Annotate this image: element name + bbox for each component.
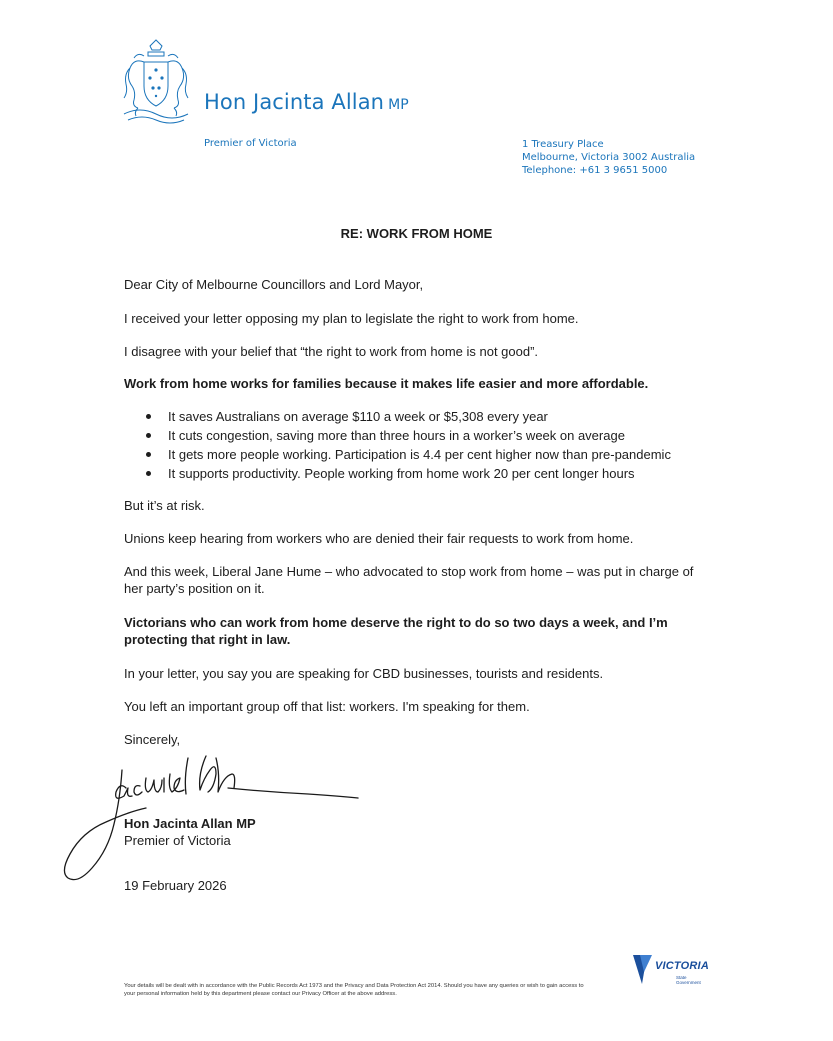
paragraph-9: You left an important group off that list: workers. I'm speaking for them. (124, 699, 530, 714)
letter-date: 19 February 2026 (124, 878, 227, 893)
sender-name (204, 90, 409, 114)
telephone: Telephone: +61 3 9651 5000 (522, 165, 668, 176)
benefits-list (146, 407, 671, 483)
paragraph-3-bold: Work from home works for families because it makes life easier and more affordable. (124, 376, 649, 391)
address-line-1: 1 Treasury Place (522, 139, 604, 150)
paragraph-4: But it’s at risk. (124, 498, 205, 513)
paragraph-8: In your letter, you say you are speaking for CBD businesses, tourists and residents. (124, 666, 604, 681)
logo-subtitle: State Government (676, 975, 701, 985)
sender-title: Premier of Victoria (204, 138, 297, 149)
address-line-2: Melbourne, Victoria 3002 Australia (522, 152, 696, 163)
letter-subject: RE: WORK FROM HOME (340, 226, 493, 241)
victoria-coat-of-arms-icon (120, 38, 192, 124)
list-item: It gets more people working. Participation is 4.4 per cent higher now than pre-pandemic (146, 445, 671, 464)
paragraph-2: I disagree with your belief that “the right to work from home is not good”. (124, 344, 539, 359)
list-item: It supports productivity. People working from home work 20 per cent longer hours (146, 464, 671, 483)
signatory-name: Hon Jacinta Allan MP (124, 816, 256, 831)
signatory-role: Premier of Victoria (124, 833, 231, 848)
salutation: Dear City of Melbourne Councillors and Lord Mayor, (124, 277, 424, 292)
paragraph-6: And this week, Liberal Jane Hume – who advocated to stop work from home – was put in charge of her party’s position on it. (124, 564, 694, 596)
paragraph-7-bold: Victorians who can work from home deserve the right to do so two days a week, and I’m protecting that right in law. (124, 615, 668, 647)
sender-address (522, 138, 695, 177)
paragraph-1: I received your letter opposing my plan to legislate the right to work from home. (124, 311, 579, 326)
logo-word: VICTORIA (655, 960, 709, 972)
paragraph-5: Unions keep hearing from workers who are denied their fair requests to work from home. (124, 531, 634, 546)
privacy-notice: Your details will be dealt with in accordance with the Public Records Act 1973 and the Privacy and Data Protection Act 2014. Should you have any queries or wish to gain access to your personal information held by this department please contact our Privacy Officer at the above address. (124, 983, 584, 997)
victoria-government-logo-icon (630, 952, 700, 992)
list-item: It saves Australians on average $110 a week or $5,308 every year (146, 407, 671, 426)
list-item: It cuts congestion, saving more than three hours in a worker’s week on average (146, 426, 671, 445)
closing: Sincerely, (124, 732, 181, 747)
sender-name-suffix: MP (388, 97, 409, 113)
sender-name-text: Hon Jacinta Allan (204, 90, 385, 114)
